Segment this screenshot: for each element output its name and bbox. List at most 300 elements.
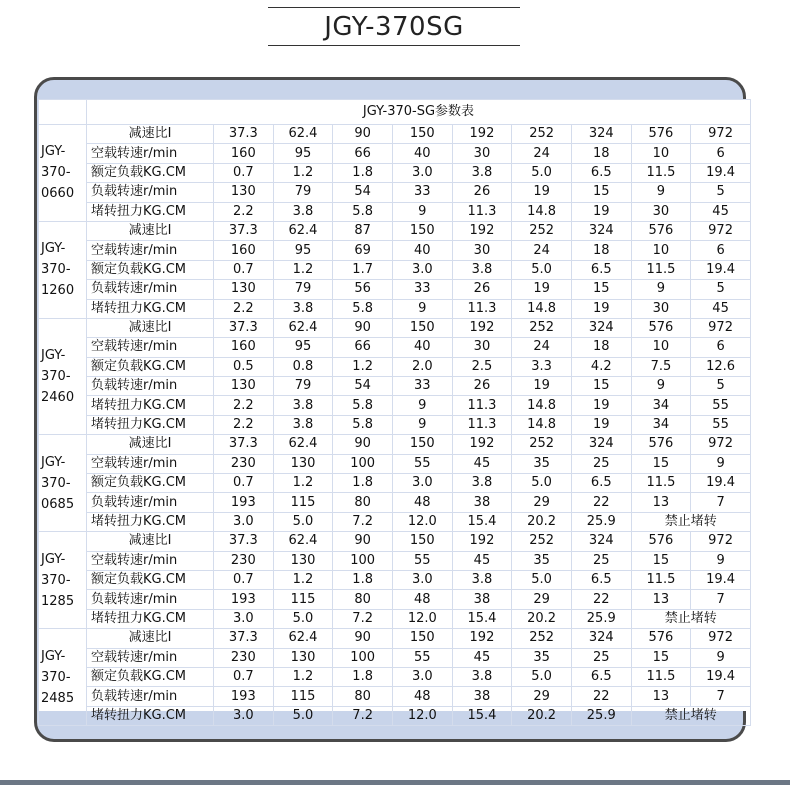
value-cell: 19.4	[691, 570, 751, 589]
value-cell: 3.0	[214, 609, 274, 628]
table-row	[39, 260, 751, 279]
value-cell: 90	[333, 532, 393, 551]
value-cell: 25	[571, 454, 631, 473]
value-cell: 30	[452, 241, 512, 260]
value-cell: 30	[631, 202, 691, 221]
model-cell: JGY-370-0685	[39, 435, 87, 532]
value-cell: 40	[392, 241, 452, 260]
value-cell: 35	[512, 648, 572, 667]
value-cell: 29	[512, 590, 572, 609]
value-cell: 10	[631, 144, 691, 163]
value-cell: 48	[392, 493, 452, 512]
value-cell: 3.8	[452, 260, 512, 279]
value-cell: 3.8	[273, 299, 333, 318]
value-cell: 12.0	[392, 512, 452, 531]
param-label: 减速比I	[87, 221, 214, 240]
value-cell: 252	[512, 125, 572, 144]
value-cell: 9	[631, 377, 691, 396]
value-cell: 230	[214, 454, 274, 473]
value-cell: 13	[631, 687, 691, 706]
title-bottom-rule	[268, 45, 520, 46]
value-cell: 7	[691, 590, 751, 609]
param-label: 负载转速r/min	[87, 280, 214, 299]
param-label: 减速比I	[87, 125, 214, 144]
value-cell: 24	[512, 241, 572, 260]
param-label: 减速比I	[87, 532, 214, 551]
value-cell: 0.8	[273, 357, 333, 376]
value-cell: 80	[333, 687, 393, 706]
value-cell: 62.4	[273, 629, 333, 648]
value-cell: 1.7	[333, 260, 393, 279]
value-cell: 6.5	[571, 260, 631, 279]
value-cell: 3.3	[512, 357, 572, 376]
value-cell: 13	[631, 493, 691, 512]
table-row	[39, 318, 751, 337]
value-cell: 3.8	[452, 570, 512, 589]
value-cell: 192	[452, 629, 512, 648]
value-cell: 14.8	[512, 299, 572, 318]
model-cell: JGY-370-1260	[39, 221, 87, 318]
table-row	[39, 474, 751, 493]
param-label: 额定负载KG.CM	[87, 474, 214, 493]
table-row	[39, 377, 751, 396]
param-label: 空载转速r/min	[87, 454, 214, 473]
value-cell: 3.0	[392, 667, 452, 686]
param-label: 堵转扭力KG.CM	[87, 609, 214, 628]
value-cell: 19.4	[691, 667, 751, 686]
param-label: 额定负载KG.CM	[87, 570, 214, 589]
value-cell: 9	[392, 415, 452, 434]
value-cell: 45	[452, 551, 512, 570]
value-cell: 33	[392, 280, 452, 299]
value-cell: 324	[571, 318, 631, 337]
value-cell: 1.2	[273, 667, 333, 686]
table-row	[39, 415, 751, 434]
value-cell: 37.3	[214, 435, 274, 454]
value-cell: 9	[631, 183, 691, 202]
value-cell: 972	[691, 435, 751, 454]
value-cell: 6.5	[571, 474, 631, 493]
value-cell: 35	[512, 454, 572, 473]
table-row	[39, 183, 751, 202]
value-cell: 66	[333, 338, 393, 357]
value-cell: 20.2	[512, 706, 572, 725]
value-cell: 48	[392, 687, 452, 706]
value-cell: 150	[392, 435, 452, 454]
table-row	[39, 144, 751, 163]
value-cell: 14.8	[512, 415, 572, 434]
value-cell: 252	[512, 629, 572, 648]
value-cell: 24	[512, 338, 572, 357]
value-cell: 6.5	[571, 667, 631, 686]
value-cell: 18	[571, 338, 631, 357]
table-row	[39, 299, 751, 318]
value-cell: 6	[691, 241, 751, 260]
value-cell: 11.5	[631, 667, 691, 686]
value-cell: 22	[571, 687, 631, 706]
value-cell: 130	[214, 183, 274, 202]
value-cell: 1.8	[333, 570, 393, 589]
value-cell: 150	[392, 221, 452, 240]
value-cell: 4.2	[571, 357, 631, 376]
table-row	[39, 221, 751, 240]
param-label: 额定负载KG.CM	[87, 163, 214, 182]
value-cell: 3.0	[214, 706, 274, 725]
value-cell: 9	[392, 202, 452, 221]
param-label: 堵转扭力KG.CM	[87, 512, 214, 531]
value-cell: 3.0	[392, 570, 452, 589]
title-block	[268, 5, 520, 47]
value-cell: 55	[392, 648, 452, 667]
value-cell: 29	[512, 687, 572, 706]
value-cell: 972	[691, 221, 751, 240]
table-row	[39, 163, 751, 182]
value-cell: 2.2	[214, 396, 274, 415]
value-cell: 230	[214, 648, 274, 667]
value-cell: 66	[333, 144, 393, 163]
value-cell: 3.0	[214, 512, 274, 531]
value-cell: 15.4	[452, 609, 512, 628]
value-cell: 22	[571, 590, 631, 609]
value-cell: 54	[333, 183, 393, 202]
value-cell: 15	[631, 551, 691, 570]
value-cell: 62.4	[273, 125, 333, 144]
value-cell: 6	[691, 144, 751, 163]
value-cell: 30	[631, 299, 691, 318]
value-cell: 5.8	[333, 415, 393, 434]
value-cell: 10	[631, 338, 691, 357]
value-cell: 130	[273, 648, 333, 667]
value-cell: 54	[333, 377, 393, 396]
value-cell: 15.4	[452, 512, 512, 531]
value-cell: 9	[631, 280, 691, 299]
value-cell: 972	[691, 629, 751, 648]
value-cell: 150	[392, 318, 452, 337]
param-label: 堵转扭力KG.CM	[87, 299, 214, 318]
value-cell: 18	[571, 144, 631, 163]
value-cell: 33	[392, 183, 452, 202]
value-cell: 45	[691, 299, 751, 318]
value-cell: 0.7	[214, 260, 274, 279]
value-cell: 576	[631, 318, 691, 337]
value-cell: 3.0	[392, 260, 452, 279]
value-cell: 576	[631, 532, 691, 551]
value-cell: 15	[631, 454, 691, 473]
value-cell: 0.7	[214, 570, 274, 589]
value-cell: 87	[333, 221, 393, 240]
value-cell: 15	[571, 377, 631, 396]
value-cell: 15	[571, 280, 631, 299]
value-cell: 79	[273, 377, 333, 396]
value-cell: 150	[392, 125, 452, 144]
value-cell: 11.3	[452, 396, 512, 415]
param-label: 空载转速r/min	[87, 144, 214, 163]
value-cell: 20.2	[512, 609, 572, 628]
value-cell: 115	[273, 493, 333, 512]
table-row	[39, 338, 751, 357]
param-label: 负载转速r/min	[87, 687, 214, 706]
value-cell: 62.4	[273, 532, 333, 551]
value-cell: 5.8	[333, 202, 393, 221]
spec-table-body	[39, 100, 751, 726]
value-cell: 9	[691, 454, 751, 473]
value-cell: 5.0	[273, 706, 333, 725]
value-cell: 6.5	[571, 570, 631, 589]
param-label: 空载转速r/min	[87, 338, 214, 357]
value-cell: 1.2	[333, 357, 393, 376]
value-cell: 19.4	[691, 260, 751, 279]
param-label: 空载转速r/min	[87, 241, 214, 260]
value-cell: 1.8	[333, 163, 393, 182]
table-row	[39, 667, 751, 686]
value-cell: 95	[273, 338, 333, 357]
value-cell: 0.7	[214, 667, 274, 686]
table-row	[39, 512, 751, 531]
value-cell: 3.8	[452, 163, 512, 182]
value-cell: 5.0	[512, 260, 572, 279]
value-cell: 30	[452, 338, 512, 357]
param-label: 减速比I	[87, 629, 214, 648]
value-cell: 5.0	[512, 570, 572, 589]
value-cell: 19	[571, 396, 631, 415]
value-cell: 69	[333, 241, 393, 260]
value-cell: 3.8	[273, 396, 333, 415]
value-cell: 2.2	[214, 202, 274, 221]
value-cell: 130	[273, 551, 333, 570]
no-stall-note: 禁止堵转	[631, 609, 750, 628]
value-cell: 15	[571, 183, 631, 202]
model-cell: JGY-370-0660	[39, 125, 87, 222]
value-cell: 26	[452, 377, 512, 396]
title-top-rule	[268, 7, 520, 8]
value-cell: 40	[392, 338, 452, 357]
table-row	[39, 357, 751, 376]
value-cell: 7.2	[333, 609, 393, 628]
param-label: 负载转速r/min	[87, 183, 214, 202]
param-label: 堵转扭力KG.CM	[87, 415, 214, 434]
table-row	[39, 551, 751, 570]
value-cell: 193	[214, 590, 274, 609]
value-cell: 252	[512, 532, 572, 551]
value-cell: 29	[512, 493, 572, 512]
value-cell: 192	[452, 221, 512, 240]
value-cell: 37.3	[214, 125, 274, 144]
value-cell: 0.7	[214, 163, 274, 182]
value-cell: 972	[691, 318, 751, 337]
param-label: 减速比I	[87, 435, 214, 454]
value-cell: 576	[631, 629, 691, 648]
value-cell: 5	[691, 280, 751, 299]
value-cell: 972	[691, 532, 751, 551]
table-row	[39, 590, 751, 609]
value-cell: 5.0	[273, 512, 333, 531]
table-header: JGY-370-SG参数表	[87, 100, 751, 125]
value-cell: 1.8	[333, 667, 393, 686]
value-cell: 160	[214, 144, 274, 163]
table-row	[39, 435, 751, 454]
value-cell: 55	[691, 396, 751, 415]
value-cell: 576	[631, 435, 691, 454]
value-cell: 25	[571, 648, 631, 667]
value-cell: 5.8	[333, 396, 393, 415]
value-cell: 19.4	[691, 163, 751, 182]
value-cell: 324	[571, 221, 631, 240]
value-cell: 25.9	[571, 512, 631, 531]
value-cell: 25.9	[571, 609, 631, 628]
table-row	[39, 629, 751, 648]
value-cell: 192	[452, 125, 512, 144]
value-cell: 3.8	[452, 474, 512, 493]
table-row	[39, 493, 751, 512]
value-cell: 3.8	[273, 202, 333, 221]
value-cell: 12.6	[691, 357, 751, 376]
model-cell: JGY-370-2460	[39, 318, 87, 434]
param-label: 负载转速r/min	[87, 377, 214, 396]
table-row	[39, 609, 751, 628]
value-cell: 19.4	[691, 474, 751, 493]
no-stall-note: 禁止堵转	[631, 512, 750, 531]
value-cell: 1.2	[273, 260, 333, 279]
value-cell: 38	[452, 493, 512, 512]
value-cell: 90	[333, 318, 393, 337]
value-cell: 37.3	[214, 221, 274, 240]
value-cell: 252	[512, 221, 572, 240]
value-cell: 90	[333, 629, 393, 648]
value-cell: 55	[691, 415, 751, 434]
value-cell: 12.0	[392, 609, 452, 628]
value-cell: 80	[333, 590, 393, 609]
value-cell: 90	[333, 125, 393, 144]
param-label: 空载转速r/min	[87, 648, 214, 667]
value-cell: 2.2	[214, 299, 274, 318]
value-cell: 62.4	[273, 435, 333, 454]
value-cell: 324	[571, 629, 631, 648]
table-row	[39, 532, 751, 551]
param-label: 负载转速r/min	[87, 493, 214, 512]
value-cell: 80	[333, 493, 393, 512]
param-label: 堵转扭力KG.CM	[87, 202, 214, 221]
value-cell: 45	[691, 202, 751, 221]
value-cell: 7	[691, 493, 751, 512]
value-cell: 55	[392, 551, 452, 570]
value-cell: 11.5	[631, 260, 691, 279]
value-cell: 130	[214, 377, 274, 396]
value-cell: 90	[333, 435, 393, 454]
value-cell: 5.8	[333, 299, 393, 318]
value-cell: 25	[571, 551, 631, 570]
table-row	[39, 648, 751, 667]
value-cell: 972	[691, 125, 751, 144]
value-cell: 95	[273, 144, 333, 163]
value-cell: 3.0	[392, 474, 452, 493]
value-cell: 34	[631, 396, 691, 415]
value-cell: 37.3	[214, 318, 274, 337]
table-row	[39, 687, 751, 706]
value-cell: 2.2	[214, 415, 274, 434]
table-row	[39, 570, 751, 589]
model-cell: JGY-370-1285	[39, 532, 87, 629]
table-row	[39, 454, 751, 473]
value-cell: 22	[571, 493, 631, 512]
value-cell: 56	[333, 280, 393, 299]
spec-sheet	[38, 99, 750, 723]
value-cell: 24	[512, 144, 572, 163]
table-row	[39, 280, 751, 299]
value-cell: 33	[392, 377, 452, 396]
value-cell: 6.5	[571, 163, 631, 182]
value-cell: 38	[452, 687, 512, 706]
value-cell: 20.2	[512, 512, 572, 531]
value-cell: 38	[452, 590, 512, 609]
value-cell: 100	[333, 648, 393, 667]
value-cell: 19	[571, 299, 631, 318]
value-cell: 0.5	[214, 357, 274, 376]
value-cell: 34	[631, 415, 691, 434]
page-title: JGY-370SG	[324, 12, 464, 42]
value-cell: 193	[214, 493, 274, 512]
value-cell: 11.5	[631, 570, 691, 589]
value-cell: 1.2	[273, 570, 333, 589]
value-cell: 2.5	[452, 357, 512, 376]
value-cell: 95	[273, 241, 333, 260]
value-cell: 252	[512, 318, 572, 337]
value-cell: 576	[631, 221, 691, 240]
value-cell: 11.3	[452, 202, 512, 221]
value-cell: 26	[452, 280, 512, 299]
value-cell: 3.8	[273, 415, 333, 434]
value-cell: 192	[452, 318, 512, 337]
value-cell: 100	[333, 454, 393, 473]
value-cell: 19	[571, 202, 631, 221]
value-cell: 18	[571, 241, 631, 260]
value-cell: 7.2	[333, 512, 393, 531]
value-cell: 10	[631, 241, 691, 260]
table-row	[39, 706, 751, 725]
value-cell: 230	[214, 551, 274, 570]
value-cell: 9	[691, 648, 751, 667]
value-cell: 192	[452, 435, 512, 454]
value-cell: 35	[512, 551, 572, 570]
table-row	[39, 241, 751, 260]
value-cell: 115	[273, 590, 333, 609]
value-cell: 130	[214, 280, 274, 299]
value-cell: 100	[333, 551, 393, 570]
value-cell: 115	[273, 687, 333, 706]
value-cell: 1.2	[273, 163, 333, 182]
value-cell: 576	[631, 125, 691, 144]
value-cell: 324	[571, 532, 631, 551]
value-cell: 19	[512, 377, 572, 396]
value-cell: 7	[691, 687, 751, 706]
value-cell: 12.0	[392, 706, 452, 725]
param-label: 堵转扭力KG.CM	[87, 396, 214, 415]
value-cell: 2.0	[392, 357, 452, 376]
value-cell: 37.3	[214, 629, 274, 648]
value-cell: 0.7	[214, 474, 274, 493]
value-cell: 7.2	[333, 706, 393, 725]
value-cell: 9	[392, 299, 452, 318]
value-cell: 324	[571, 435, 631, 454]
value-cell: 3.0	[392, 163, 452, 182]
value-cell: 5.0	[512, 163, 572, 182]
table-header-row	[39, 100, 751, 125]
value-cell: 9	[392, 396, 452, 415]
model-cell: JGY-370-2485	[39, 629, 87, 726]
param-label: 额定负载KG.CM	[87, 357, 214, 376]
param-label: 额定负载KG.CM	[87, 667, 214, 686]
header-blank-cell	[39, 100, 87, 125]
value-cell: 9	[691, 551, 751, 570]
